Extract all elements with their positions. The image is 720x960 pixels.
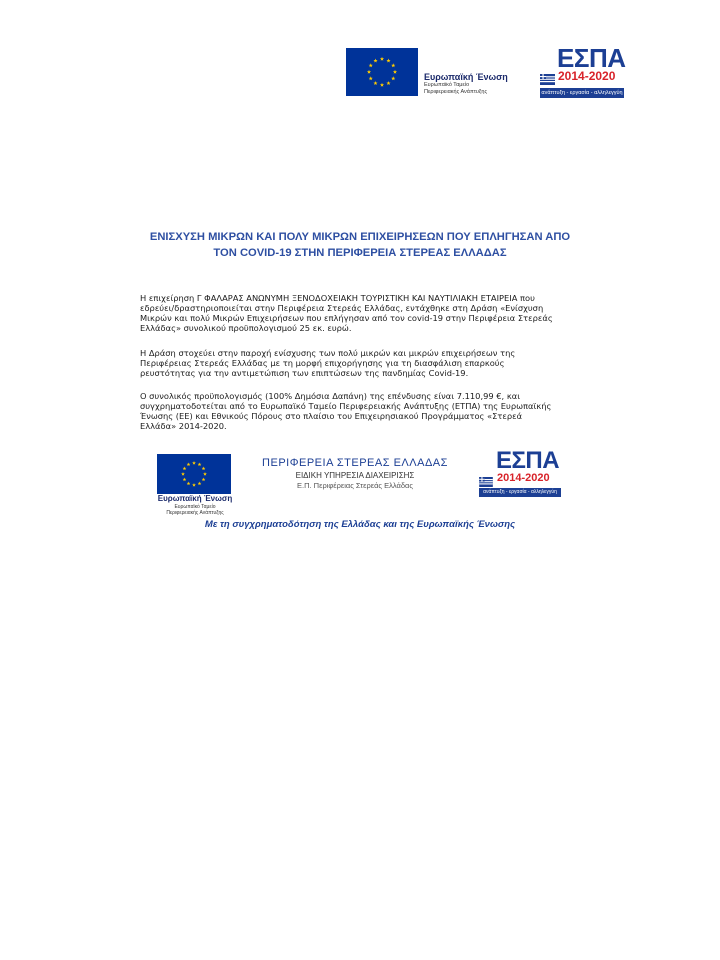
eu-name: Ευρωπαϊκή Ένωση [157,494,233,503]
espa-slogan: ανάπτυξη - εργασία - αλληλεγγύη [479,488,561,497]
espa-years: 2014-2020 [558,69,616,83]
paragraph-line: Ένωσης (ΕΕ) και Εθνικούς Πόρους στο πλαίσιο του Επιχειρησιακού Προγράμματος «Στερεά [140,411,523,421]
eu-star-icon [391,63,395,67]
eu-star-icon [187,482,191,486]
eu-flag-icon [346,48,418,96]
footer-logos [155,447,575,518]
paragraph-line: Περιφέρειας Στερεάς Ελλάδας με τη μορφή επιχορήγησης για τη διασφάλιση επαρκούς [140,358,505,368]
eu-star-icon [380,57,384,61]
paragraph-line: εδρεύει/δραστηριοποιείται στην Περιφέρεια Στερεάς Ελλάδας, εντάχθηκε στη Δράση «Ενίσχυση [140,303,544,313]
managing-authority [245,457,465,491]
eu-star-icon [203,472,207,476]
eu-star-icon [183,478,187,482]
eu-star-icon [386,81,390,85]
eu-star-icon [181,472,185,476]
paragraph-line: Η επιχείρηση Γ ΦΑΛΑΡΑΣ ΑΝΩΝΥΜΗ ΞΕΝΟΔΟΧΕΙΑΚΗ ΤΟΥΡΙΣΤΙΚΗ ΚΑΙ ΝΑΥΤΙΛΙΑΚΗ ΕΤΑΙΡΕΙΑ που [140,293,535,303]
eu-fund-line2: Περιφερειακής Ανάπτυξης [166,510,224,516]
eu-star-icon [198,482,202,486]
eu-star-icon [373,59,377,63]
eu-star-icon [187,462,191,466]
region-name: ΠΕΡΙΦΕΡΕΙΑ ΣΤΕΡΕΑΣ ΕΛΛΑΔΑΣ [262,457,448,469]
paragraph-line: συγχρηματοδοτείται από το Ευρωπαϊκό Ταμείο Περιφερειακής Ανάπτυξης (ΕΤΠΑ) της Ευρωπαϊκής [140,401,552,411]
paragraph-line: Ο συνολικός προϋπολογισμός (100% Δημόσια Δαπάνη) της επένδυσης είναι 7.110,99 €, και [140,391,520,401]
eu-star-icon [367,70,371,74]
paragraph-action [140,348,588,378]
title-line-2: ΤΟΝ COVID-19 ΣΤΗΝ ΠΕΡΙΦΕΡΕΙΑ ΣΤΕΡΕΑΣ ΕΛΛΑΔΑΣ [213,247,507,259]
eu-star-icon [202,478,206,482]
greek-flag-icon [540,70,555,81]
eu-fund-line2: Περιφερειακής Ανάπτυξης [424,89,488,95]
espa-years: 2014-2020 [497,472,550,484]
eu-star-icon [369,76,373,80]
espa-logo [477,447,567,506]
greek-flag-icon [479,472,493,482]
eu-star-icon [202,467,206,471]
eu-star-icon [380,83,384,87]
eu-logo-text [424,72,534,96]
eu-star-icon [386,59,390,63]
eu-star-icon [192,461,196,465]
programme-name: Ε.Π. Περιφέρειας Στερεάς Ελλάδας [297,481,413,490]
espa-slogan: ανάπτυξη - εργασία - αλληλεγγύη [541,90,623,96]
eu-name: Ευρωπαϊκή Ένωση [424,72,508,82]
espa-word: ΕΣΠΑ [557,43,626,73]
eu-fund-line1: Ευρωπαϊκό Ταμείο [424,82,470,88]
eu-star-icon [373,81,377,85]
eu-star-icon [183,467,187,471]
eu-logo-text [155,494,235,516]
title-line-1: ΕΝΙΣΧΥΣΗ ΜΙΚΡΩΝ ΚΑΙ ΠΟΛΥ ΜΙΚΡΩΝ ΕΠΙΧΕΙΡΗΣΕΩΝ ΠΟΥ ΕΠΛΗΓΗΣΑΝ ΑΠΟ [149,231,571,243]
paragraph-line: Ελλάδας» συνολικού προϋπολογισμού 25 εκ. ευρώ. [140,323,352,333]
eu-star-icon [369,63,373,67]
espa-word: ΕΣΠΑ [496,447,560,474]
eu-flag-icon [157,454,231,494]
document-title [100,229,620,261]
paragraph-line: Μικρών και πολύ Μικρών Επιχειρήσεων που επλήγησαν από τον covid-19 στην Περιφέρεια Στερεάς [140,313,553,323]
paragraph-line: Ελλάδα» 2014-2020. [140,421,227,431]
header-logos [346,43,628,102]
paragraph-line: Η Δράση στοχεύει στην παροχή ενίσχυσης των πολύ μικρών και μικρών επιχειρήσεων της [140,348,516,358]
paragraph-line: ρευστότητας για την αντιμετώπιση των επιπτώσεων της πανδημίας Covid-19. [140,368,469,378]
authority-name: ΕΙΔΙΚΗ ΥΠΗΡΕΣΙΑ ΔΙΑΧΕΙΡΙΣΗΣ [295,471,415,480]
eu-star-icon [393,70,397,74]
paragraph-company [140,293,588,333]
eu-fund-line1: Ευρωπαϊκό Ταμείο [174,504,216,510]
eu-star-icon [198,462,202,466]
cofunding-statement: Με τη συγχρηματοδότηση της Ελλάδας και της Ευρωπαϊκής Ένωσης [204,519,516,530]
eu-star-icon [391,76,395,80]
espa-logo [538,43,628,102]
eu-star-icon [192,483,196,487]
paragraph-budget [140,391,588,431]
